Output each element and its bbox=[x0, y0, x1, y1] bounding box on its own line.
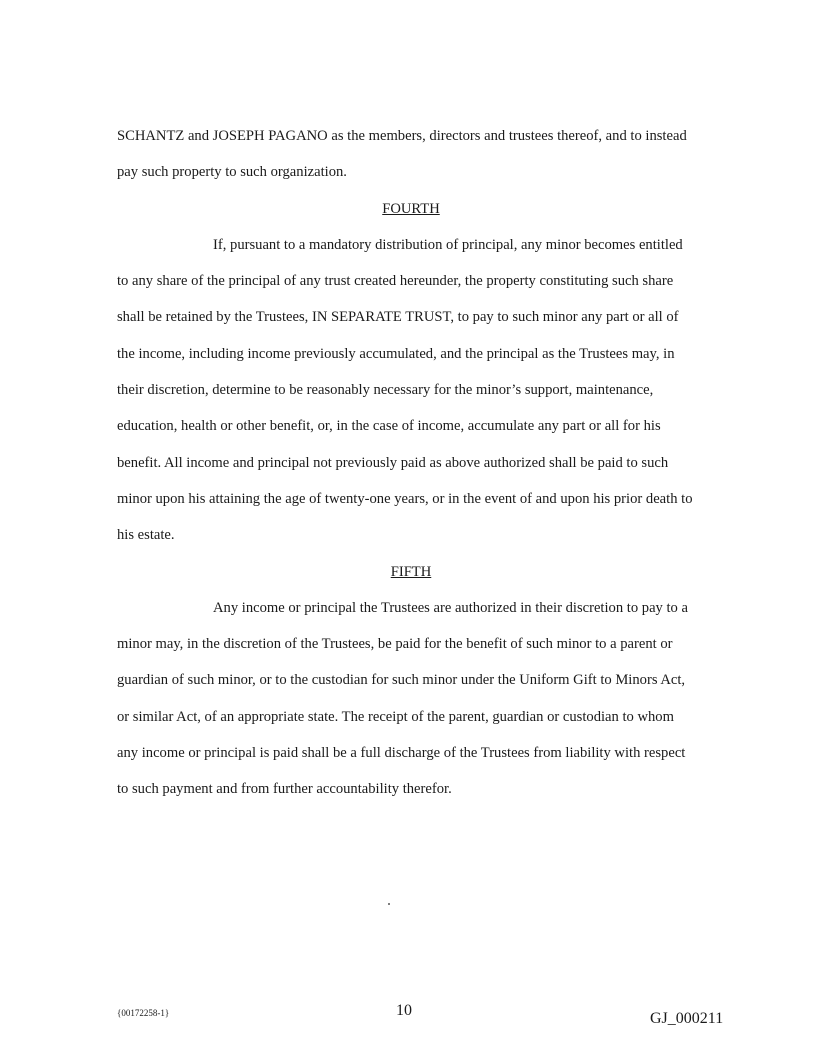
document-body bbox=[117, 118, 697, 808]
section-heading-fifth: FIFTH bbox=[390, 563, 432, 580]
scan-speck bbox=[388, 903, 390, 905]
bates-number: GJ_000211 bbox=[650, 1010, 724, 1027]
section-body-fourth: If, pursuant to a mandatory distribution of principal, any minor becomes entitled to any share of the principal of any trust created hereunder, the property constituting such share shall be retained by the Trustees, IN SEPARATE TRUST, to pay to such minor any part or all of the income, including income previously accumulated, and the principal as the Trustees may, in their discretion, determine to be reasonably necessary for the minor’s support, maintenance, education, health or other benefit, or, in the case of income, accumulate any part or all for his benefit. All income and principal not previously paid as above authorized shall be paid to such minor upon his attaining the age of twenty-one years, or in the event of and upon his prior death to his estate. bbox=[117, 236, 693, 544]
document-id: {00172258-1} bbox=[117, 1008, 170, 1018]
page-number: 10 bbox=[396, 1002, 412, 1019]
section-body-fifth: Any income or principal the Trustees are authorized in their discretion to pay to a minor may, in the discretion of the Trustees, be paid for the benefit of such minor to a parent or guardian of such minor, or to the custodian for such minor under the Uniform Gift to Minors Act, or similar Act, of an appropriate state. The receipt of the parent, guardian or custodian to whom any income or principal is paid shall be a full discharge of the Trustees from liability with respect to such payment and from further accountability therefor. bbox=[117, 599, 688, 798]
intro-paragraph: SCHANTZ and JOSEPH PAGANO as the members, directors and trustees thereof, and to instead pay such property to such organization. bbox=[117, 128, 687, 181]
section-heading-fourth: FOURTH bbox=[382, 200, 440, 217]
